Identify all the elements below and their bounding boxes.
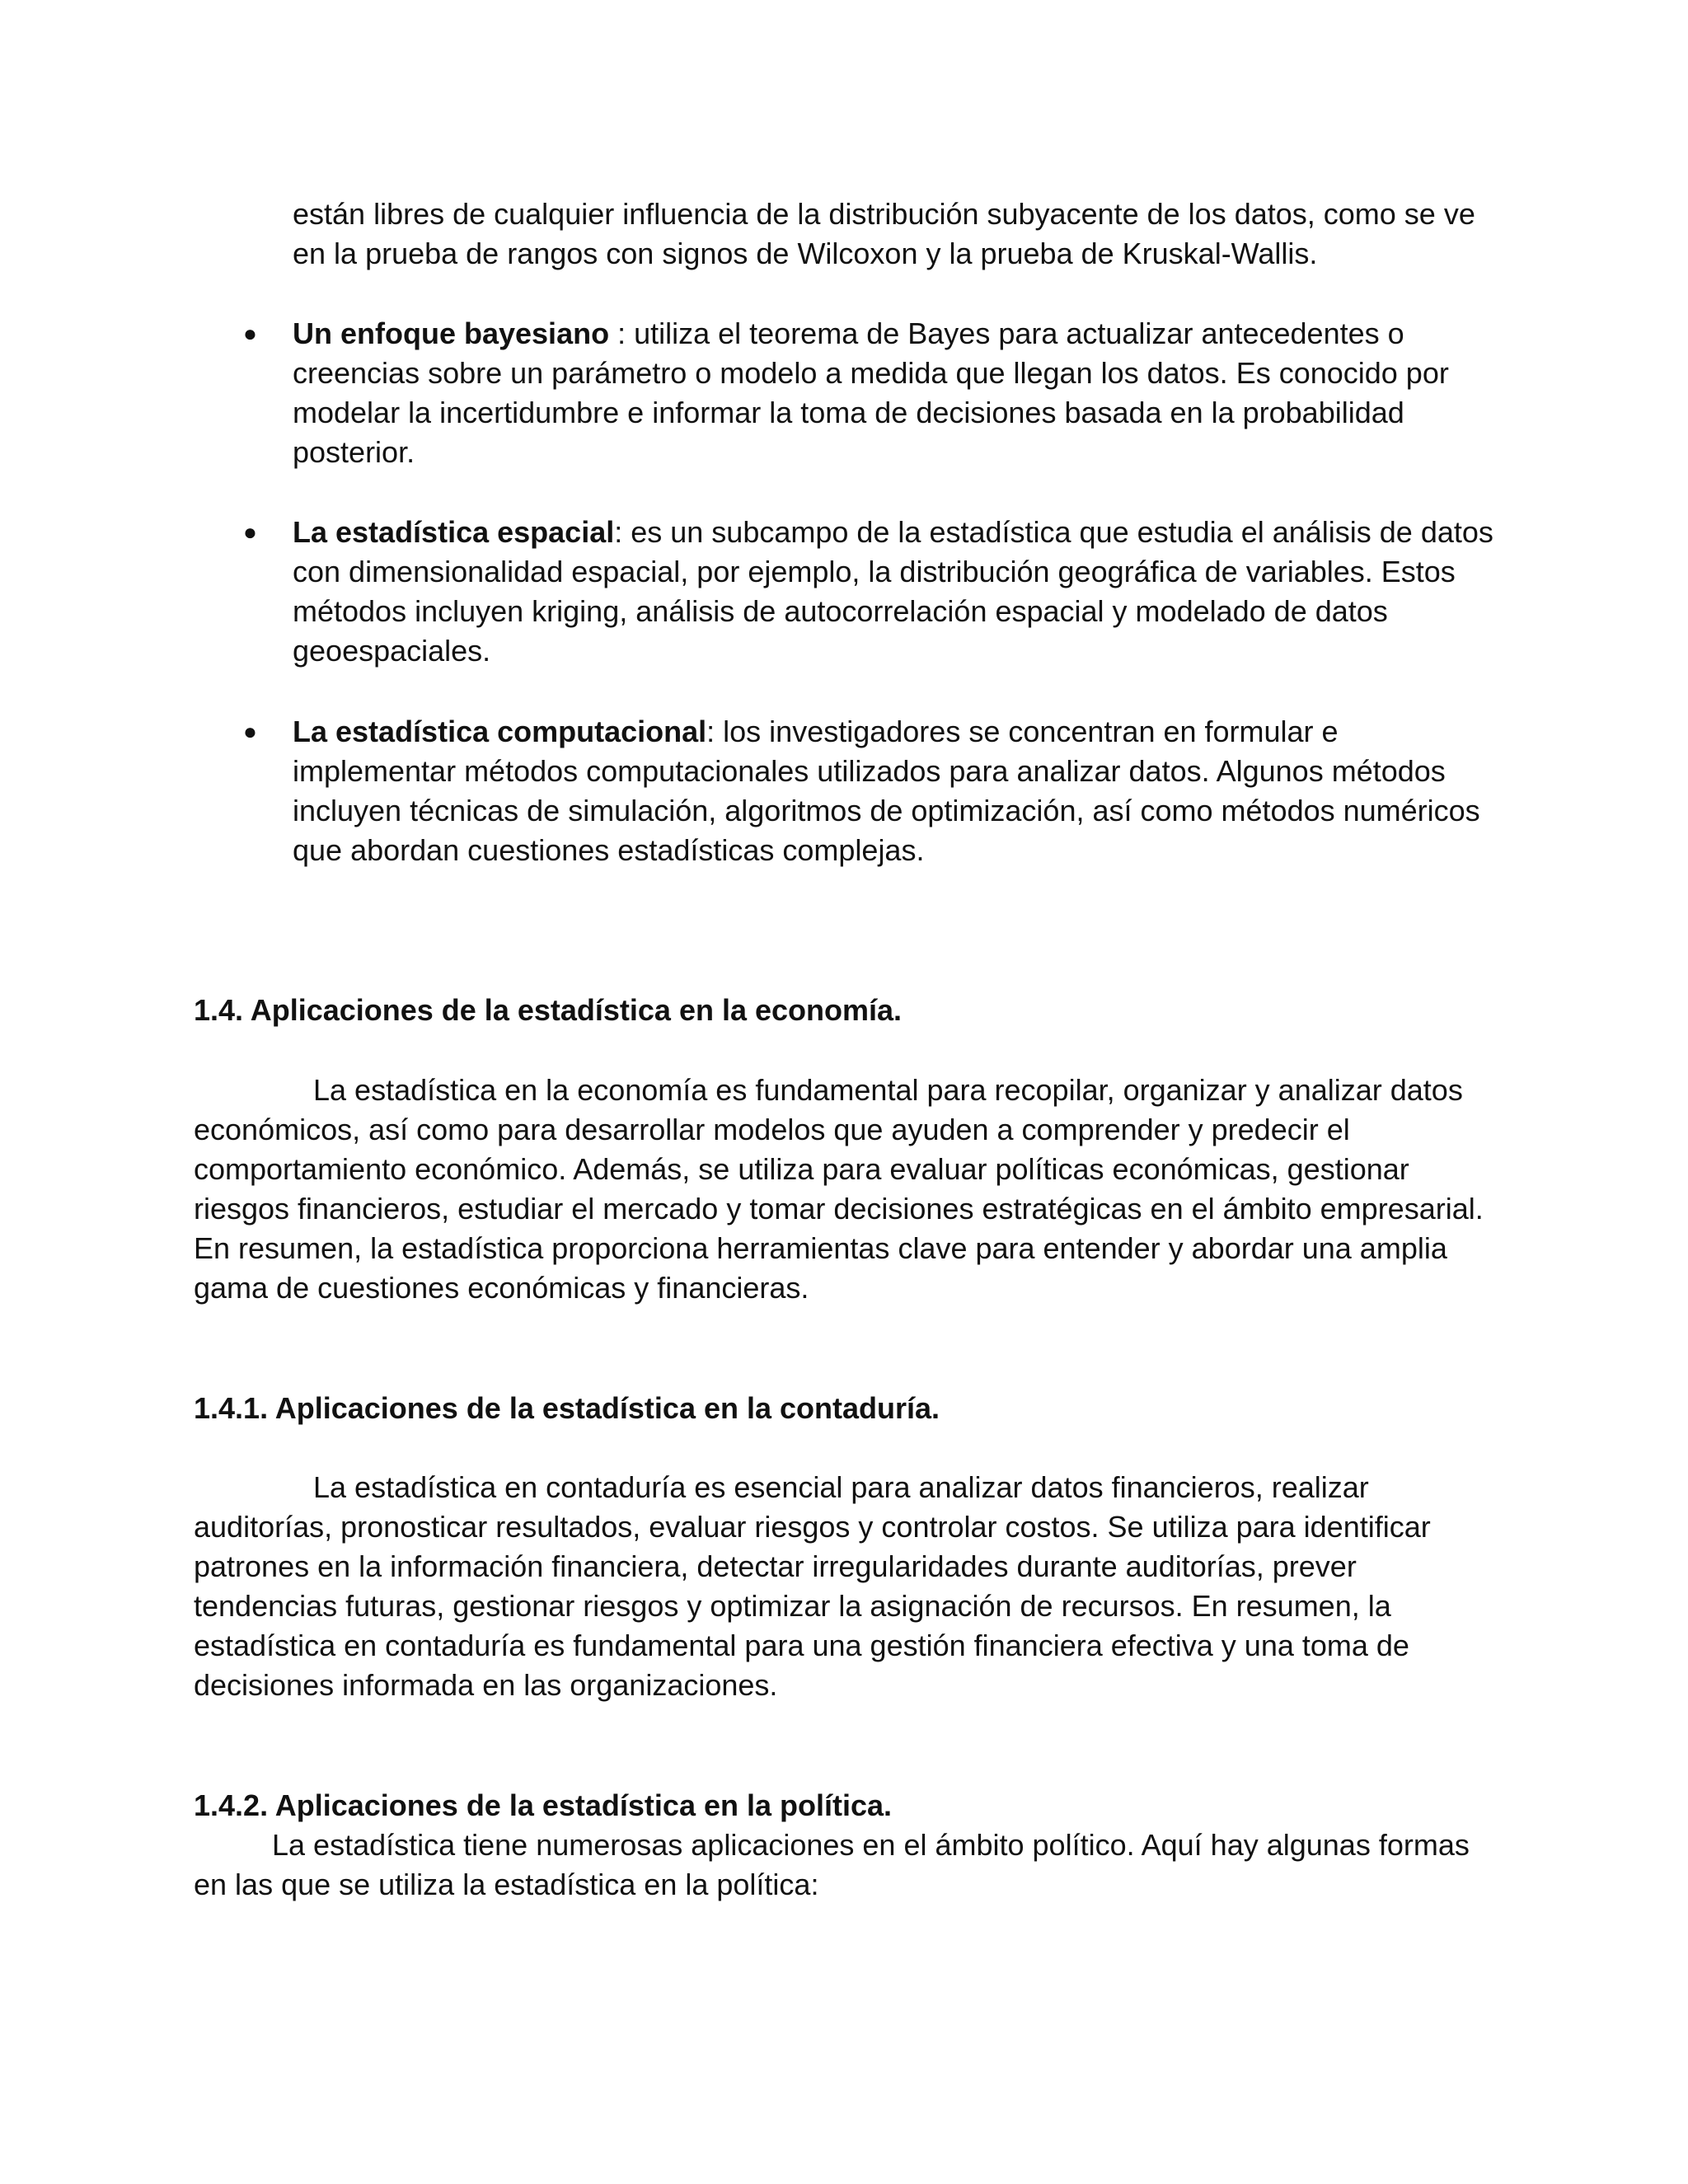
bullet-item-bayesian <box>243 314 1496 472</box>
section-body-economia: La estadística en la economía es fundamental para recopilar, organizar y analizar datos económicos, así como para desarrollar modelos que ayuden a comprender y predecir el comportamiento económico. Además, se utiliza para evaluar políticas económicas, gestionar riesgos financieros, estudiar el mercado y tomar decisiones estratégicas en el ámbito empresarial. En resumen, la estadística proporciona herramientas clave para entender y abordar una amplia gama de cuestiones económicas y financieras. <box>194 1073 1484 1305</box>
section-body-politica: La estadística tiene numerosas aplicaciones en el ámbito político. Aquí hay algunas formas en las que se utiliza la estadística en la política: <box>194 1828 1470 1901</box>
bullet-description: : utiliza el teorema de Bayes para actualizar antecedentes o creencias sobre un parámetro o modelo a medida que llegan los datos. Es conocido por modelar la incertidumbre e informar la toma de decisiones basada en la probabilidad posterior. <box>293 316 1449 469</box>
bullet-term: La estadística computacional <box>293 715 707 748</box>
bullet-term: La estadística espacial <box>293 515 615 549</box>
bullet-text <box>293 513 1496 671</box>
bullet-item-spatial <box>243 513 1496 671</box>
section-heading-politica: 1.4.2. Aplicaciones de la estadística en la política. <box>194 1788 893 1822</box>
continuation-paragraph: están libres de cualquier influencia de la distribución subyacente de los datos, como se ve en la prueba de rangos con signos de Wilcoxon y la prueba de Kruskal-Wallis. <box>293 197 1475 270</box>
bullet-icon: ● <box>243 719 257 744</box>
bullet-description: : es un subcampo de la estadística que estudia el análisis de datos con dimensionalidad espacial, por ejemplo, la distribución geográfica de variables. Estos métodos incluyen kriging, análisis de autocorrelación espacial y modelado de datos geoespaciales. <box>293 515 1493 668</box>
bullet-icon: ● <box>243 321 257 346</box>
bullet-text <box>293 712 1496 870</box>
bullet-description: : los investigadores se concentran en formular e implementar métodos computacionales utilizados para analizar datos. Algunos métodos incluyen técnicas de simulación, algoritmos de optimización, así como métodos numéricos que abordan cuestiones estadísticas complejas. <box>293 715 1480 867</box>
section-heading-economia: 1.4. Aplicaciones de la estadística en la economía. <box>194 993 903 1027</box>
section-heading-contaduria: 1.4.1. Aplicaciones de la estadística en la contaduría. <box>194 1391 940 1425</box>
bullet-icon: ● <box>243 519 257 545</box>
bullet-text <box>293 314 1496 472</box>
section-body-contaduria: La estadística en contaduría es esencial para analizar datos financieros, realizar auditorías, pronosticar resultados, evaluar riesgos y controlar costos. Se utiliza para identificar patrones en la información financiera, detectar irregularidades durante auditorías, prever tendencias futuras, gestionar riesgos y optimizar la asignación de recursos. En resumen, la estadística en contaduría es fundamental para una gestión financiera efectiva y una toma de decisiones informada en las organizaciones. <box>194 1470 1431 1702</box>
bullet-term: Un enfoque bayesiano <box>293 316 610 350</box>
bullet-item-computational <box>243 712 1496 870</box>
